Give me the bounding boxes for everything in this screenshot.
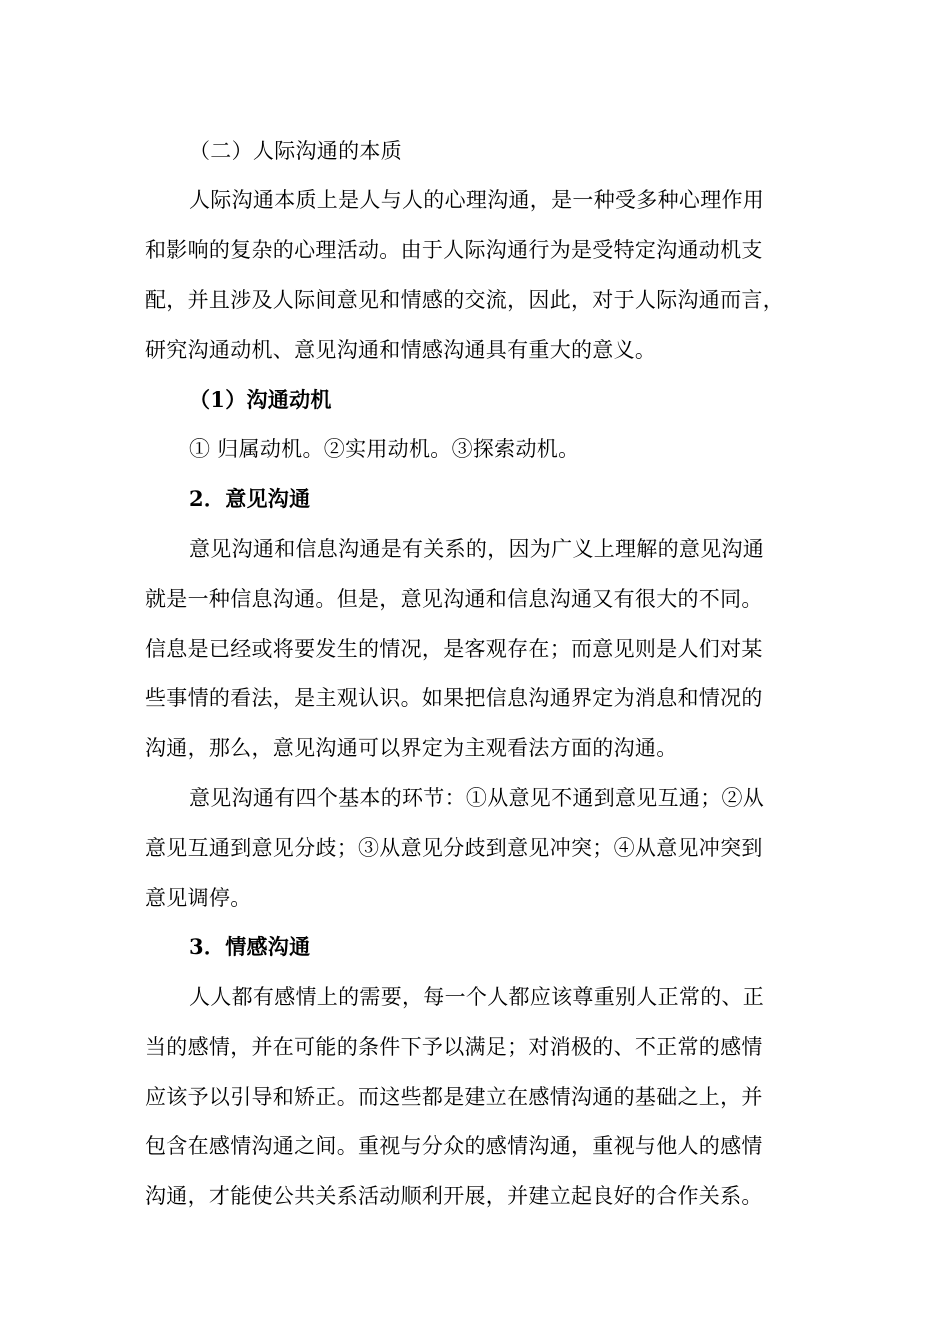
paragraph-line: 人人都有感情上的需要，每一个人都应该尊重别人正常的、正	[189, 985, 765, 1009]
paragraph-line: 就是一种信息沟通。但是，意见沟通和信息沟通又有很大的不同。	[145, 587, 763, 611]
paragraph-line: 沟通，才能使公共关系活动顺利开展，并建立起良好的合作关系。	[145, 1184, 763, 1208]
paragraph-line: 些事情的看法，是主观认识。如果把信息沟通界定为消息和情况的	[145, 686, 763, 710]
paragraph-line: 包含在感情沟通之间。重视与分众的感情沟通，重视与他人的感情	[145, 1134, 763, 1158]
section-heading: （二）人际沟通的本质	[189, 139, 402, 163]
paragraph-line: 研究沟通动机、意见沟通和情感沟通具有重大的意义。	[145, 338, 657, 362]
subheading-opinion: 2．意见沟通	[189, 486, 311, 511]
paragraph-line: 沟通，那么，意见沟通可以界定为主观看法方面的沟通。	[145, 736, 678, 760]
paragraph-line: 意见互通到意见分歧；③从意见分歧到意见冲突；④从意见冲突到	[145, 836, 763, 860]
paragraph-line: 信息是已经或将要发生的情况，是客观存在；而意见则是人们对某	[145, 637, 763, 661]
paragraph-line: 人际沟通本质上是人与人的心理沟通，是一种受多种心理作用	[189, 188, 765, 212]
paragraph-line: 意见调停。	[145, 886, 252, 910]
paragraph-line: 意见沟通和信息沟通是有关系的，因为广义上理解的意见沟通	[189, 537, 765, 561]
subheading-motivation: （1）沟通动机	[189, 387, 332, 412]
paragraph-line: 当的感情，并在可能的条件下予以满足；对消极的、不正常的感情	[145, 1035, 763, 1059]
paragraph-line: 应该予以引导和矫正。而这些都是建立在感情沟通的基础之上，并	[145, 1085, 763, 1109]
paragraph-line: 意见沟通有四个基本的环节：①从意见不通到意见互通；②从	[189, 786, 765, 810]
paragraph-line: 配，并且涉及人际间意见和情感的交流，因此，对于人际沟通而言，	[145, 288, 784, 312]
subheading-emotion: 3．情感沟通	[189, 934, 311, 959]
paragraph-line: 和影响的复杂的心理活动。由于人际沟通行为是受特定沟通动机支	[145, 238, 763, 262]
motives-line: ① 归属动机。②实用动机。③探索动机。	[189, 437, 580, 461]
